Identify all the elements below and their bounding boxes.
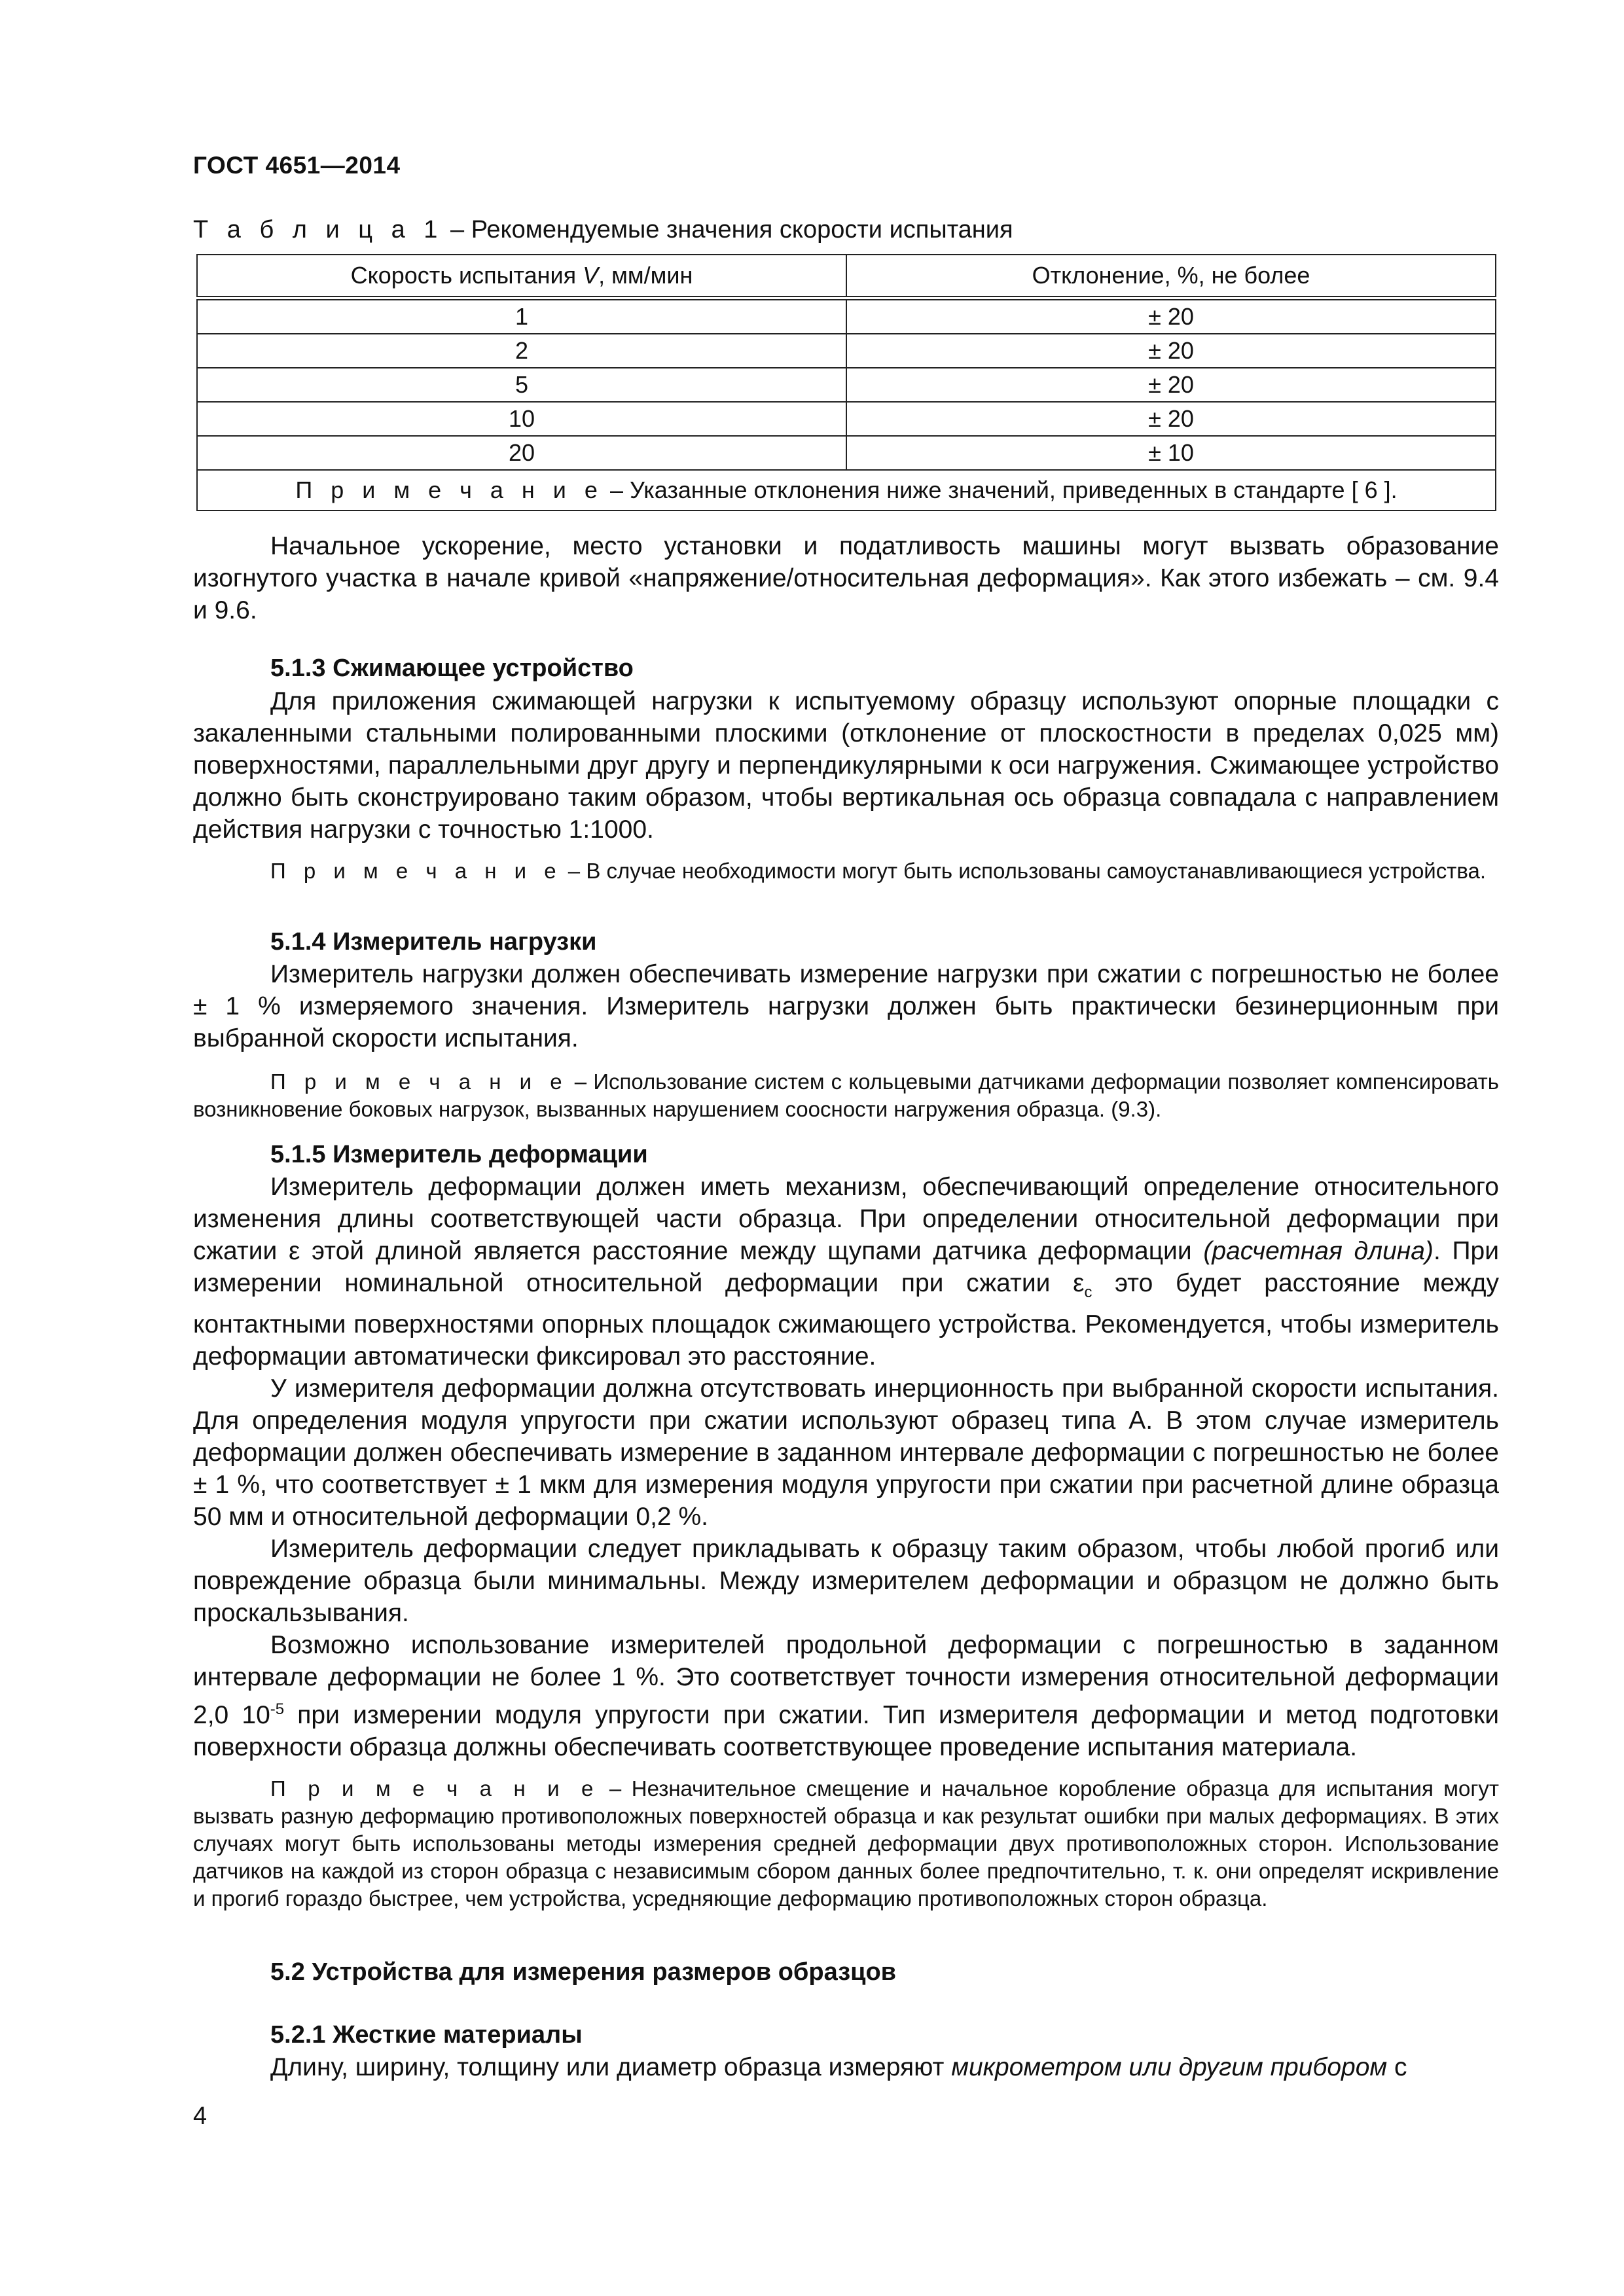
table-row — [197, 436, 1496, 470]
section-5-1-4-block — [193, 958, 1499, 1054]
section-5-1-4-note — [193, 1068, 1499, 1123]
speed-cell: 2 — [197, 334, 846, 368]
section-5-1-5-paragraph-2: У измерителя деформации должна отсутствовать инерционность при выбранной скорости испытания. Для определения модуля упругости при сжатии используют образец типа А. В этом случае измеритель деформации должен обеспечивать измерение в заданном интервале деформации с погрешностью не более ± 1 %, что соответствует ± 1 мкм для измерения модуля упругости при сжатии при расчетной длине образца 50 мм и относительной деформации 0,2 %. — [193, 1374, 1499, 1531]
table-note-row — [197, 470, 1496, 511]
section-5-1-3-heading: 5.1.3 Сжимающее устройство — [270, 655, 634, 682]
deviation-cell: ± 10 — [846, 436, 1496, 470]
speed-cell: 20 — [197, 436, 846, 470]
table-note-text: – Указанные отклонения ниже значений, приведенных в стандарте [ 6 ]. — [603, 476, 1398, 503]
note-label: П р и м е ч а н и е — [270, 1069, 568, 1094]
note-label: П р и м е ч а н и е — [270, 1776, 600, 1801]
deviation-cell: ± 20 — [846, 334, 1496, 368]
section-5-1-5-heading: 5.1.5 Измеритель деформации — [270, 1141, 648, 1168]
section-5-1-3-block — [193, 685, 1499, 846]
section-5-1-5-note — [193, 1775, 1499, 1912]
section-5-1-5-paragraph-3: Измеритель деформации следует прикладывать к образцу таким образом, чтобы любой прогиб или повреждение образца были минимальны. Между измерителем деформации и образцом не должно быть проскальзывания. — [193, 1534, 1499, 1627]
section-5-1-3-text: Для приложения сжимающей нагрузки к испытуемому образцу используют опорные площадки с закаленными стальными полированными плоскими (отклонение от плоскостности в пределах 0,025 мм) поверхностями, параллельными друг другу и перпендикулярными к оси нагружения. Сжимающее устройство должно быть сконструировано таким образом, чтобы вертикальная ось образца совпадала с направлением действия нагрузки с точностью 1:1000. — [193, 687, 1499, 844]
deviation-cell: ± 20 — [846, 402, 1496, 436]
speed-table — [196, 254, 1496, 511]
table-caption-label: Т а б л и ц а 1 — [193, 216, 444, 243]
section-5-1-3-note — [193, 857, 1499, 885]
table-row — [197, 334, 1496, 368]
deviation-cell: ± 20 — [846, 368, 1496, 402]
intro-paragraph: Начальное ускорение, место установки и податливость машины могут вызвать образование изогнутого участка в начале кривой «напряжение/относительная деформация». Как этого избежать – см. 9.4 и 9.6. — [193, 532, 1499, 624]
section-5-2-1-block — [193, 2051, 1499, 2083]
col-header-speed: Скорость испытания V, мм/мин — [197, 255, 846, 298]
section-5-1-4-text: Измеритель нагрузки должен обеспечивать измерение нагрузки при сжатии с погрешностью не более ± 1 % измеряемого значения. Измеритель нагрузки должен быть практически безинерционным при выбранной скорости испытания. — [193, 960, 1499, 1052]
section-5-1-4-heading: 5.1.4 Измеритель нагрузки — [270, 928, 597, 956]
table-row — [197, 298, 1496, 334]
section-5-2-heading: 5.2 Устройства для измерения размеров образцов — [270, 1958, 897, 1986]
document-code: ГОСТ 4651—2014 — [193, 152, 401, 179]
page-number: 4 — [193, 2102, 208, 2130]
speed-cell: 10 — [197, 402, 846, 436]
note-text: – В случае необходимости могут быть использованы самоустанавливающиеся устройства. — [562, 859, 1487, 883]
table-note-label: П р и м е ч а н и е — [295, 476, 604, 503]
section-5-2-1-heading: 5.2.1 Жесткие материалы — [270, 2021, 583, 2049]
speed-cell: 5 — [197, 368, 846, 402]
table-row — [197, 368, 1496, 402]
table-caption-text: – Рекомендуемые значения скорости испытания — [443, 216, 1013, 243]
section-5-1-5-paragraph-4: Возможно использование измерителей продольной деформации с погрешностью в заданном интервале деформации не более 1 %. Это соответствует точности измерения относительной деформации 2,0 $10^{-5}$ при измерении модуля упругости при сжатии. Тип измерителя деформации и метод подготовки поверхности образца должны обеспечивать соответствующее проведение испытания материала. — [193, 1630, 1500, 1761]
note-text: – Использование систем с кольцевыми датчиками деформации позволяет компенсировать возникновение боковых нагрузок, вызванных нарушением соосности нагружения образца. (9.3). — [193, 1069, 1499, 1121]
section-5-1-5-paragraph-1: Измеритель деформации должен иметь механизм, обеспечивающий определение относительного изменения длины соответствующей части образца. При определении относительной деформации при сжатии ε этой длиной является расстояние между щупами датчика деформации (расчетная длина). При измерении номинальной относительной деформации при сжатии $\varepsilon_c$ это будет расстояние между контактными поверхностями опорных площадок сжимающего устройства. Рекомендуется, чтобы измеритель деформации автоматически фиксировал это расстояние. — [193, 1173, 1499, 1371]
section-5-1-5-block — [193, 1171, 1499, 1763]
deviation-cell: ± 20 — [846, 298, 1496, 334]
note-text: – Незначительное смещение и начальное коробление образца для испытания могут вызвать разную деформацию противоположных поверхностей образца и как результат ошибки при малых деформациях. В этих случаях могут быть использованы методы измерения средней деформации двух противоположных сторон. Использование датчиков на каждой из сторон образца с независимым сбором данных более предпочтительно, т. к. они определят искривление и прогиб гораздо быстрее, чем устройства, усредняющие деформацию противоположных сторон образца. — [193, 1776, 1499, 1910]
note-label: П р и м е ч а н и е — [270, 859, 562, 883]
table-header-row — [197, 255, 1496, 298]
table-note — [197, 470, 1496, 511]
intro-paragraph-block — [193, 530, 1499, 626]
section-5-2-1-text: Длину, ширину, толщину или диаметр образца измеряют микрометром или другим прибором с — [270, 2053, 1407, 2081]
speed-cell: 1 — [197, 298, 846, 334]
table-row — [197, 402, 1496, 436]
table-caption — [193, 216, 1013, 244]
col-header-deviation: Отклонение, %, не более — [846, 255, 1496, 298]
